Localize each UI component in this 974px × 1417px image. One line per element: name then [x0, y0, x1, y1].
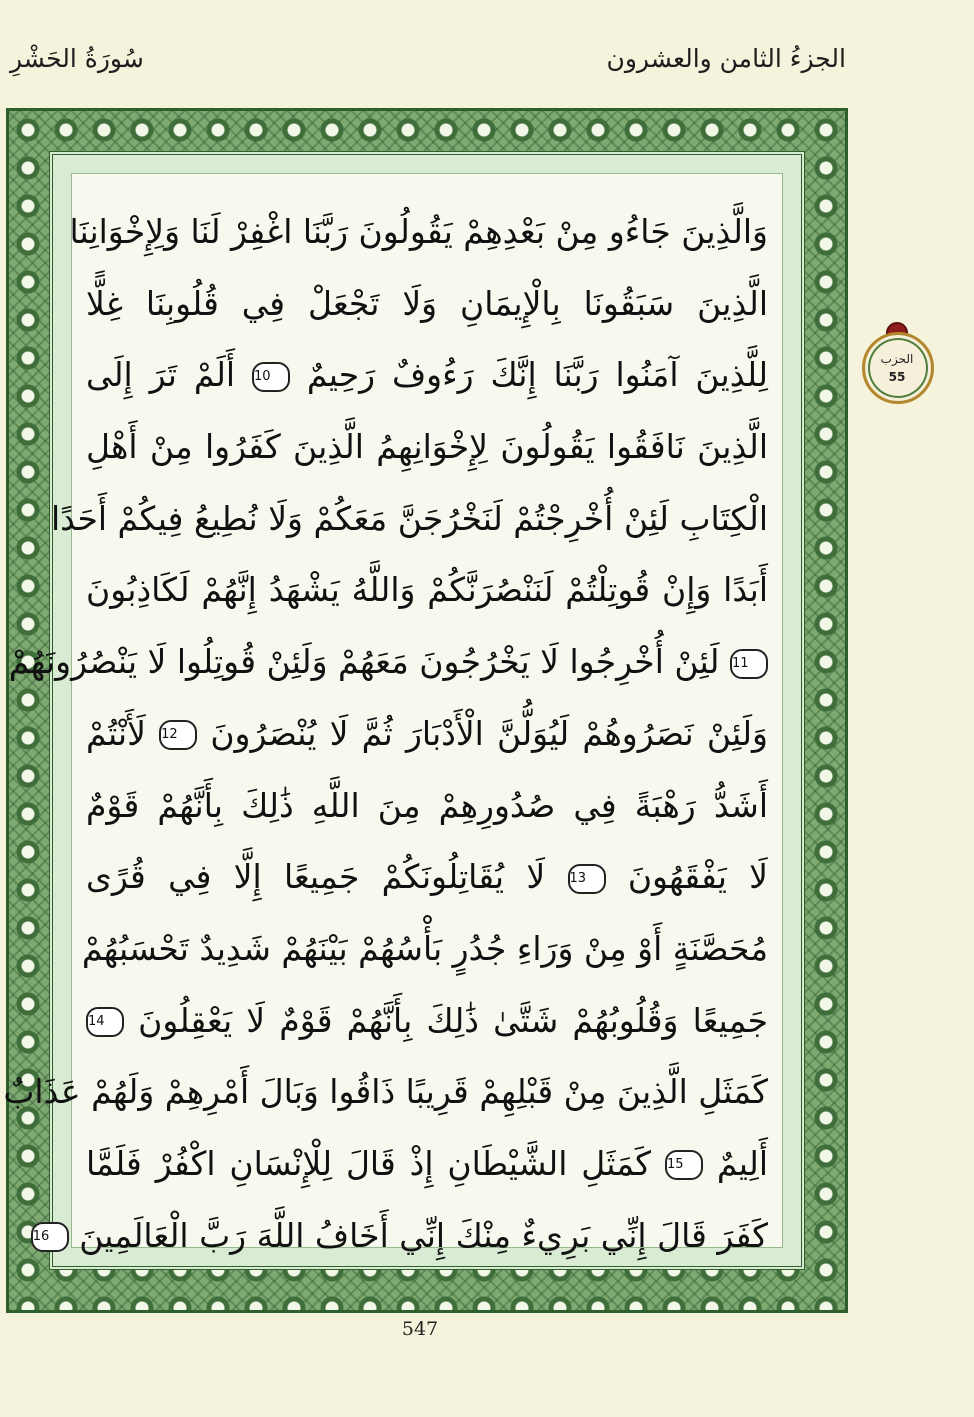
verse-text: لَا يُقَاتِلُونَكُمْ جَمِيعًا إِلَّا فِي قُرًى	[86, 857, 546, 897]
verse-text: أَلِيمٌ	[716, 1143, 768, 1183]
hizb-number: 55	[888, 370, 906, 384]
verse-line	[32, 1200, 768, 1272]
verse-text: وَالَّذِينَ جَاءُو مِنْ بَعْدِهِمْ يَقُولُونَ رَبَّنَا اغْفِرْ لَنَا وَلِإِخْوَانِنَا	[69, 212, 768, 251]
verse-text: مُحَصَّنَةٍ أَوْ مِنْ وَرَاءِ جُدُرٍ بَأْسُهُمْ بَيْنَهُمْ شَدِيدٌ تَحْسَبُهُمْ	[81, 928, 768, 968]
verse-line	[86, 1128, 768, 1200]
verse-text: أَشَدُّ رَهْبَةً فِي صُدُورِهِمْ مِنَ اللَّهِ ذَٰلِكَ بِأَنَّهُمْ قَوْمٌ	[86, 785, 768, 825]
verse-line	[8, 626, 768, 698]
verse-line	[86, 698, 768, 770]
verse-text: الْكِتَابِ لَئِنْ أُخْرِجْتُمْ لَنَخْرُجَنَّ مَعَكُمْ وَلَا نُطِيعُ فِيكُمْ أَحَدًا	[50, 498, 768, 538]
juz-title: الجزءُ الثامن والعشرون	[606, 44, 846, 73]
verse-text: لَا يَفْقَهُونَ	[627, 857, 768, 897]
verse-line	[81, 913, 768, 985]
ayah-number-marker: 15	[665, 1150, 703, 1180]
verse-text: كَمَثَلِ الشَّيْطَانِ إِذْ قَالَ لِلْإِنْسَانِ اكْفُرْ فَلَمَّا	[86, 1143, 652, 1183]
verse-line	[86, 268, 768, 340]
verse-line	[86, 554, 768, 626]
verse-text: جَمِيعًا وَقُلُوبُهُمْ شَتَّىٰ ذَٰلِكَ بِأَنَّهُمْ قَوْمٌ لَا يَعْقِلُونَ	[138, 1000, 768, 1040]
page-number: 547	[401, 1318, 439, 1340]
ornamental-frame	[3, 108, 848, 1313]
verse-text: أَلَمْ تَرَ إِلَى	[86, 355, 236, 395]
text-panel	[3, 173, 783, 1255]
verse-text: الَّذِينَ نَافَقُوا يَقُولُونَ لِإِخْوَانِهِمُ الَّذِينَ كَفَرُوا مِنْ أَهْلِ	[86, 427, 768, 467]
verse-line	[86, 985, 768, 1057]
hizb-badge	[862, 332, 934, 404]
verse-text: الَّذِينَ سَبَقُونَا بِالْإِيمَانِ وَلَا تَجْعَلْ فِي قُلُوبِنَا غِلًّا	[86, 283, 768, 323]
hizb-marker	[858, 322, 936, 406]
verse-line	[50, 483, 768, 555]
verse-text: لَئِنْ أُخْرِجُوا لَا يَخْرُجُونَ مَعَهُمْ وَلَئِنْ قُوتِلُوا لَا يَنْصُرُونَهُمْ	[8, 642, 720, 682]
verse-line	[86, 411, 768, 483]
ayah-number-marker: 16	[31, 1222, 69, 1252]
ayah-number-marker: 11	[730, 649, 768, 679]
hizb-label: الحزب	[880, 352, 914, 366]
verse-line	[86, 841, 768, 913]
ayah-number-marker: 14	[86, 1007, 124, 1037]
ayah-number-marker: 13	[568, 864, 606, 894]
verse-line	[69, 196, 768, 268]
surah-title: سُورَةُ الحَشْرِ	[10, 44, 144, 73]
frame-inner-border	[3, 151, 805, 1270]
verse-text: كَمَثَلِ الَّذِينَ مِنْ قَبْلِهِمْ قَرِيبًا ذَاقُوا وَبَالَ أَمْرِهِمْ وَلَهُمْ عَذَابٌ	[3, 1072, 768, 1112]
verse-text: لَأَنْتُمْ	[86, 713, 146, 753]
verse-text: وَلَئِنْ نَصَرُوهُمْ لَيُوَلُّنَّ الْأَدْبَارَ ثُمَّ لَا يُنْصَرُونَ	[210, 713, 768, 753]
verse-lines	[3, 196, 768, 1271]
ayah-number-marker: 12	[159, 720, 197, 750]
verse-line	[86, 339, 768, 411]
ayah-number-marker: 10	[252, 362, 290, 392]
verse-line	[86, 770, 768, 842]
verse-text: لِلَّذِينَ آمَنُوا رَبَّنَا إِنَّكَ رَءُوفٌ رَحِيمٌ	[306, 355, 768, 395]
verse-line	[3, 1056, 768, 1128]
verse-text: كَفَرَ قَالَ إِنِّي بَرِيءٌ مِنْكَ إِنِّي أَخَافُ اللَّهَ رَبَّ الْعَالَمِينَ	[79, 1215, 768, 1255]
verse-text: أَبَدًا وَإِنْ قُوتِلْتُمْ لَنَنْصُرَنَّكُمْ وَاللَّهُ يَشْهَدُ إِنَّهُمْ لَكَاذِبُونَ	[86, 570, 768, 610]
